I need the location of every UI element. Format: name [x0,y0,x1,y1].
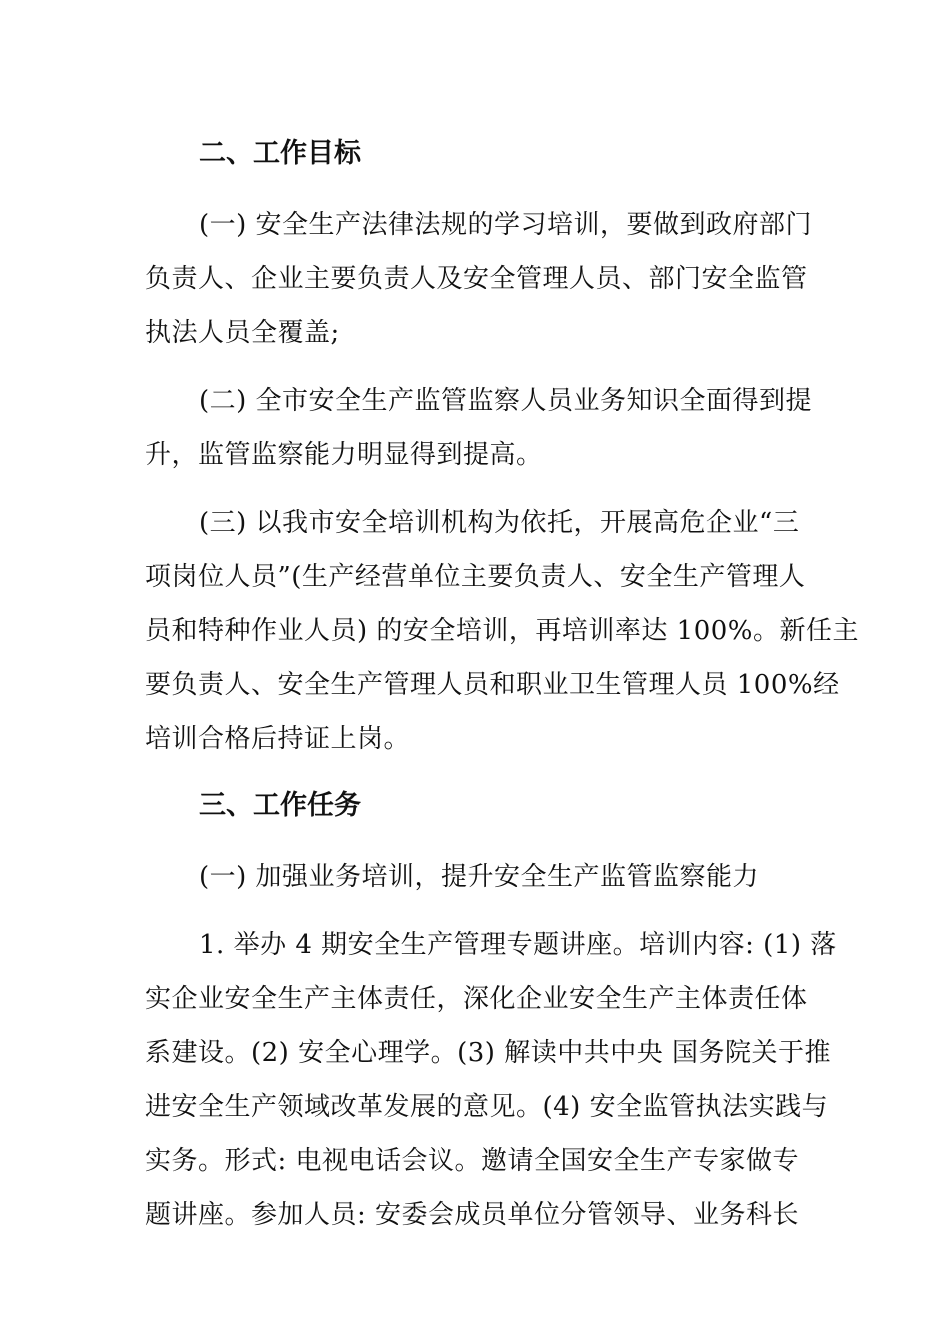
paragraph-line: 实务。形式: 电视电话会议。邀请全国安全生产专家做专 [145,1146,800,1176]
document-body [145,128,860,1256]
goal-paragraph-2 [145,374,813,482]
paragraph-line: 培训合格后持证上岗。 [145,724,411,754]
paragraph-line: 负责人、企业主要负责人及安全管理人员、部门安全监管 [145,264,808,294]
paragraph-line: 员和特种作业人员) 的安全培训，再培训率达 100%。新任主 [145,616,860,646]
goal-paragraph-1 [145,198,813,360]
goal-paragraph-3 [145,496,860,766]
section-heading-work-goals: 二、工作目标 [199,138,361,169]
paragraph-line: 1. 举办 4 期安全生产管理专题讲座。培训内容: (1) 落 [199,930,837,960]
paragraph-line: 项岗位人员”(生产经营单位主要负责人、安全生产管理人 [145,562,806,592]
paragraph-line: 进安全生产领域改革发展的意见。(4) 安全监管执法实践与 [145,1092,829,1122]
paragraph-line: 系建设。(2) 安全心理学。(3) 解读中共中央 国务院关于推 [145,1038,831,1068]
paragraph-line: (一) 加强业务培训，提升安全生产监管监察能力 [199,862,760,892]
paragraph-line: 要负责人、安全生产管理人员和职业卫生管理人员 100%经 [145,670,840,700]
paragraph-line: (一) 安全生产法律法规的学习培训，要做到政府部门 [199,210,813,240]
paragraph-line: 执法人员全覆盖; [145,318,340,348]
paragraph-line: 题讲座。参加人员: 安委会成员单位分管领导、业务科长 [145,1200,800,1230]
task-subheading-1 [145,850,805,904]
paragraph-line: 实企业安全生产主体责任，深化企业安全生产主体责任体 [145,984,808,1014]
paragraph-line: 升，监管监察能力明显得到提高。 [145,440,543,470]
paragraph-line: (三) 以我市安全培训机构为依托，开展高危企业“三 [199,508,800,538]
task-paragraph-1 [145,918,837,1242]
paragraph-line: (二) 全市安全生产监管监察人员业务知识全面得到提 [199,386,813,416]
section-heading-work-tasks: 三、工作任务 [199,790,361,821]
